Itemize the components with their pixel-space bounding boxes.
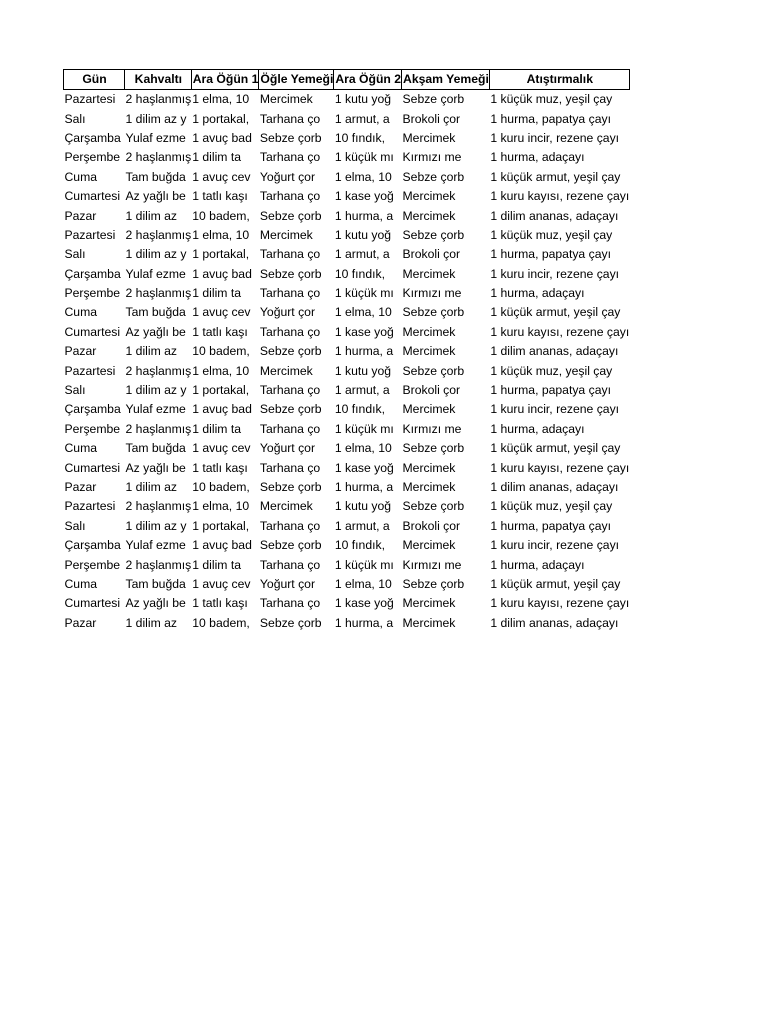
table-cell: Sebze çorb <box>259 344 322 359</box>
table-row <box>64 168 630 187</box>
header-cell-dinner: Akşam Yemeği <box>402 70 490 90</box>
table-cell: Salı <box>64 383 86 398</box>
table-row <box>64 148 630 167</box>
header-cell-snack-1: Ara Öğün 1 <box>191 70 259 90</box>
table-cell: 1 hurma, adaçayı <box>490 150 585 165</box>
table-cell: 1 kuru incir, rezene çayı <box>490 402 620 417</box>
table-cell: 1 dilim ta <box>192 421 241 436</box>
table-cell: 1 küçük armut, yeşil çay <box>490 441 621 456</box>
table-cell: Pazartesi <box>64 363 116 378</box>
table-cell: 1 hurma, papatya çayı <box>490 383 611 398</box>
table-cell: 1 elma, 10 <box>334 169 392 184</box>
table-cell: 1 armut, a <box>334 247 390 262</box>
table-cell: 1 küçük armut, yeşil çay <box>490 169 621 184</box>
table-cell: 2 haşlanmış <box>125 227 192 242</box>
table-cell: Tam buğda <box>125 305 186 320</box>
table-cell: Tarhana ço <box>259 460 321 475</box>
table-row <box>64 381 630 400</box>
table-cell: 2 haşlanmış <box>125 150 192 165</box>
table-cell: 1 hurma, papatya çayı <box>490 518 611 533</box>
table-cell: 1 dilim az y <box>125 383 187 398</box>
table-cell: Sebze çorb <box>259 538 322 553</box>
table-cell: Pazar <box>64 208 97 223</box>
table-cell: 1 dilim az y <box>125 518 187 533</box>
table-cell: 1 dilim az <box>125 480 177 494</box>
table-cell: Sebze çorb <box>402 169 465 184</box>
meal-plan-sheet <box>63 69 630 633</box>
table-cell: Brokoli çor <box>402 383 461 398</box>
table-row <box>64 361 630 380</box>
table-cell: Çarşamba <box>64 130 121 145</box>
table-cell: Tam buğda <box>125 576 186 591</box>
table-cell: Pazar <box>64 344 97 359</box>
table-cell: Sebze çorb <box>259 402 322 417</box>
table-cell: Mercimek <box>402 208 456 223</box>
table-cell: Tam buğda <box>125 441 186 456</box>
table-cell: Tarhana ço <box>259 189 321 204</box>
table-cell: Pazartesi <box>64 92 116 107</box>
table-cell: Tarhana ço <box>259 518 321 533</box>
table-cell: 1 dilim ta <box>192 286 241 301</box>
table-cell: 1 dilim az <box>125 208 177 223</box>
table-row <box>64 478 630 497</box>
table-cell: 1 hurma, adaçayı <box>490 557 585 572</box>
table-row <box>64 109 630 128</box>
table-cell: Salı <box>64 518 86 533</box>
table-cell: 1 hurma, papatya çayı <box>490 247 611 262</box>
table-cell: 1 avuç bad <box>192 402 252 417</box>
table-cell: 1 dilim az y <box>125 247 187 262</box>
table-cell: 1 armut, a <box>334 518 390 533</box>
table-cell: Pazar <box>64 615 97 630</box>
table-cell: 1 kase yoğ <box>334 189 394 204</box>
table-cell: 1 kuru kayısı, rezene çayı <box>490 324 630 339</box>
table-cell: 1 kuru incir, rezene çayı <box>490 266 620 281</box>
table-cell: 10 badem, <box>192 480 250 494</box>
table-cell: 1 portakal, <box>192 247 250 262</box>
table-cell: Tarhana ço <box>259 247 321 262</box>
table-cell: Tarhana ço <box>259 596 321 611</box>
table-cell: Çarşamba <box>64 266 121 281</box>
meal-plan-table <box>63 69 630 633</box>
table-cell: 1 kase yoğ <box>334 324 394 339</box>
header-cell-snack-2: Ara Öğün 2 <box>334 70 402 90</box>
table-cell: 1 küçük armut, yeşil çay <box>490 305 621 320</box>
table-row <box>64 458 630 477</box>
table-cell: 1 küçük mı <box>334 557 394 572</box>
table-cell: 1 dilim az <box>125 344 177 359</box>
table-cell: Sebze çorb <box>402 92 465 107</box>
table-row <box>64 129 630 148</box>
table-cell: Cumartesi <box>64 460 121 475</box>
table-cell: 1 dilim ananas, adaçayı <box>490 615 619 630</box>
table-cell: 1 avuç cev <box>192 305 251 320</box>
table-cell: Az yağlı be <box>125 596 186 611</box>
table-cell: 1 kase yoğ <box>334 596 394 611</box>
table-cell: 1 dilim ananas, adaçayı <box>490 208 619 223</box>
table-cell: 1 hurma, adaçayı <box>490 421 585 436</box>
table-row <box>64 594 630 613</box>
table-cell: Yulaf ezme <box>125 402 186 417</box>
table-cell: 1 dilim ananas, adaçayı <box>490 480 619 494</box>
table-row <box>64 614 630 633</box>
header-cell-nibble: Atıştırmalık <box>489 70 629 90</box>
table-cell: 1 avuç cev <box>192 441 251 456</box>
table-row <box>64 226 630 245</box>
table-cell: Sebze çorb <box>402 363 465 378</box>
header-row <box>64 70 630 90</box>
table-cell: 10 fındık, <box>334 538 385 553</box>
table-cell: Sebze çorb <box>402 576 465 591</box>
table-cell: 1 kase yoğ <box>334 460 394 475</box>
table-cell: 1 dilim az <box>125 615 177 630</box>
table-cell: 1 elma, 10 <box>334 441 392 456</box>
table-cell: 1 avuç cev <box>192 169 251 184</box>
table-cell: 1 kutu yoğ <box>334 363 392 378</box>
table-cell: Mercimek <box>402 460 456 475</box>
table-cell: 1 hurma, a <box>334 208 394 223</box>
table-cell: Çarşamba <box>64 538 121 553</box>
table-cell: Sebze çorb <box>402 227 465 242</box>
table-cell: 1 tatlı kaşı <box>192 324 248 339</box>
table-cell: 1 dilim ta <box>192 150 241 165</box>
table-cell: Yulaf ezme <box>125 130 186 145</box>
table-cell: Yoğurt çor <box>259 441 316 456</box>
table-cell: Mercimek <box>402 344 456 359</box>
table-body <box>64 90 630 633</box>
table-cell: Salı <box>64 247 86 262</box>
table-cell: Sebze çorb <box>402 305 465 320</box>
table-cell: 1 kuru incir, rezene çayı <box>490 538 620 553</box>
table-cell: 1 kuru kayısı, rezene çayı <box>490 460 630 475</box>
table-cell: Sebze çorb <box>402 499 465 514</box>
table-cell: 1 elma, 10 <box>192 92 250 107</box>
table-cell: 1 portakal, <box>192 383 250 398</box>
table-cell: 1 kuru kayısı, rezene çayı <box>490 189 630 204</box>
table-cell: Brokoli çor <box>402 518 461 533</box>
table-row <box>64 90 630 110</box>
table-cell: 1 tatlı kaşı <box>192 460 248 475</box>
table-cell: 1 küçük armut, yeşil çay <box>490 576 621 591</box>
table-cell: 1 armut, a <box>334 383 390 398</box>
table-cell: Cuma <box>64 305 98 320</box>
table-row <box>64 245 630 264</box>
table-cell: 1 küçük mı <box>334 150 394 165</box>
table-cell: Cumartesi <box>64 324 121 339</box>
table-cell: 1 hurma, adaçayı <box>490 286 585 301</box>
table-cell: Mercimek <box>402 189 456 204</box>
table-cell: Pazartesi <box>64 499 116 514</box>
table-cell: 10 badem, <box>192 344 250 359</box>
table-cell: Sebze çorb <box>259 615 322 630</box>
table-cell: Perşembe <box>64 557 121 572</box>
table-cell: 1 dilim ananas, adaçayı <box>490 344 619 359</box>
table-cell: 10 badem, <box>192 615 250 630</box>
table-cell: 2 haşlanmış <box>125 286 192 301</box>
table-cell: Tarhana ço <box>259 557 321 572</box>
table-cell: Kırmızı me <box>402 286 462 301</box>
table-cell: 2 haşlanmış <box>125 499 192 514</box>
table-cell: Pazartesi <box>64 227 116 242</box>
table-row <box>64 187 630 206</box>
table-cell: 1 küçük muz, yeşil çay <box>490 227 613 242</box>
table-cell: 1 küçük mı <box>334 421 394 436</box>
table-cell: 1 kuru incir, rezene çayı <box>490 130 620 145</box>
table-cell: 10 fındık, <box>334 130 385 145</box>
table-row <box>64 265 630 284</box>
table-cell: Tam buğda <box>125 169 186 184</box>
table-cell: Salı <box>64 111 86 126</box>
table-cell: 1 avuç bad <box>192 266 252 281</box>
table-cell: 10 fındık, <box>334 266 385 281</box>
table-cell: Tarhana ço <box>259 286 321 301</box>
table-cell: 1 elma, 10 <box>192 363 250 378</box>
table-cell: 1 hurma, papatya çayı <box>490 111 611 126</box>
table-cell: 10 fındık, <box>334 402 385 417</box>
table-cell: Mercimek <box>259 499 313 514</box>
table-cell: Çarşamba <box>64 402 121 417</box>
table-row <box>64 536 630 555</box>
table-cell: Mercimek <box>402 324 456 339</box>
table-cell: Kırmızı me <box>402 150 462 165</box>
table-row <box>64 284 630 303</box>
table-cell: 1 tatlı kaşı <box>192 189 248 204</box>
table-row <box>64 400 630 419</box>
table-cell: 1 kutu yoğ <box>334 227 392 242</box>
table-row <box>64 303 630 322</box>
table-cell: Mercimek <box>402 596 456 611</box>
table-cell: 1 portakal, <box>192 111 250 126</box>
table-cell: Sebze çorb <box>259 480 322 494</box>
table-cell: Mercimek <box>402 615 456 630</box>
table-cell: Pazar <box>64 480 97 494</box>
table-cell: Yoğurt çor <box>259 576 316 591</box>
table-cell: 1 küçük muz, yeşil çay <box>490 363 613 378</box>
table-cell: Mercimek <box>402 538 456 553</box>
table-cell: Cuma <box>64 441 98 456</box>
table-cell: 2 haşlanmış <box>125 92 192 107</box>
table-cell: Yulaf ezme <box>125 266 186 281</box>
table-cell: 1 kutu yoğ <box>334 499 392 514</box>
table-cell: Mercimek <box>402 266 456 281</box>
table-cell: Tarhana ço <box>259 150 321 165</box>
table-cell: Perşembe <box>64 421 121 436</box>
table-cell: 1 elma, 10 <box>334 305 392 320</box>
table-cell: Mercimek <box>259 363 313 378</box>
table-cell: Kırmızı me <box>402 421 462 436</box>
table-cell: Mercimek <box>402 130 456 145</box>
table-cell: Sebze çorb <box>402 441 465 456</box>
table-row <box>64 575 630 594</box>
table-row <box>64 420 630 439</box>
table-cell: 10 badem, <box>192 208 250 223</box>
table-row <box>64 517 630 536</box>
table-cell: Mercimek <box>402 402 456 417</box>
table-cell: Cuma <box>64 576 98 591</box>
table-cell: 1 dilim az y <box>125 111 187 126</box>
table-cell: 1 elma, 10 <box>334 576 392 591</box>
table-cell: 1 elma, 10 <box>192 227 250 242</box>
table-cell: 1 avuç bad <box>192 538 252 553</box>
table-cell: Mercimek <box>259 227 313 242</box>
table-cell: 1 küçük muz, yeşil çay <box>490 499 613 514</box>
table-cell: 1 küçük mı <box>334 286 394 301</box>
table-cell: 1 elma, 10 <box>192 499 250 514</box>
table-cell: Tarhana ço <box>259 383 321 398</box>
table-cell: 1 avuç cev <box>192 576 251 591</box>
table-cell: 1 portakal, <box>192 518 250 533</box>
table-row <box>64 323 630 342</box>
table-cell: 1 tatlı kaşı <box>192 596 248 611</box>
table-cell: Az yağlı be <box>125 324 186 339</box>
table-cell: Brokoli çor <box>402 111 461 126</box>
table-cell: 1 hurma, a <box>334 344 394 359</box>
table-row <box>64 342 630 361</box>
table-row <box>64 555 630 574</box>
table-cell: 2 haşlanmış <box>125 421 192 436</box>
table-cell: 1 dilim ta <box>192 557 241 572</box>
table-cell: Cumartesi <box>64 189 121 204</box>
table-cell: 1 kutu yoğ <box>334 92 392 107</box>
table-cell: Sebze çorb <box>259 130 322 145</box>
table-cell: 1 hurma, a <box>334 615 394 630</box>
table-cell: Yoğurt çor <box>259 169 316 184</box>
table-cell: Sebze çorb <box>259 208 322 223</box>
table-cell: Cumartesi <box>64 596 121 611</box>
table-cell: 1 hurma, a <box>334 480 394 494</box>
table-cell: 1 armut, a <box>334 111 390 126</box>
header-cell-day: Gün <box>64 70 125 90</box>
table-cell: Brokoli çor <box>402 247 461 262</box>
table-cell: Tarhana ço <box>259 324 321 339</box>
table-cell: Az yağlı be <box>125 189 186 204</box>
table-cell: Mercimek <box>402 480 456 494</box>
table-row <box>64 206 630 225</box>
table-cell: Az yağlı be <box>125 460 186 475</box>
table-cell: 1 kuru kayısı, rezene çayı <box>490 596 630 611</box>
table-cell: 2 haşlanmış <box>125 363 192 378</box>
table-cell: Tarhana ço <box>259 421 321 436</box>
table-cell: 1 avuç bad <box>192 130 252 145</box>
table-cell: Yulaf ezme <box>125 538 186 553</box>
table-cell: Yoğurt çor <box>259 305 316 320</box>
table-cell: Sebze çorb <box>259 266 322 281</box>
table-row <box>64 439 630 458</box>
table-cell: Mercimek <box>259 92 313 107</box>
table-cell: Perşembe <box>64 150 121 165</box>
table-cell: Kırmızı me <box>402 557 462 572</box>
table-row <box>64 497 630 516</box>
header-cell-lunch: Öğle Yemeği <box>259 70 334 90</box>
table-cell: 1 küçük muz, yeşil çay <box>490 92 613 107</box>
table-cell: 2 haşlanmış <box>125 557 192 572</box>
table-cell: Cuma <box>64 169 98 184</box>
header-cell-breakfast: Kahvaltı <box>125 70 192 90</box>
table-cell: Tarhana ço <box>259 111 321 126</box>
table-cell: Perşembe <box>64 286 121 301</box>
